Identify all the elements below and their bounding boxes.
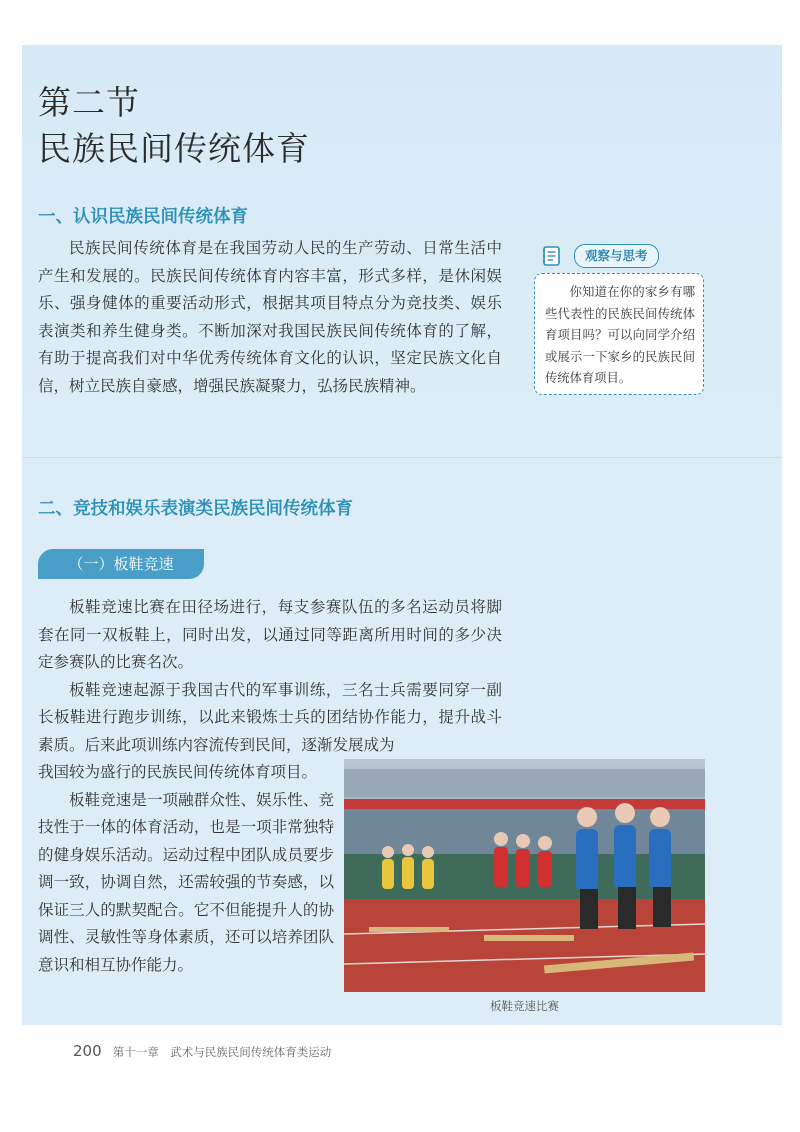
observe-think-sidebar — [534, 243, 704, 395]
page-background — [22, 45, 782, 1025]
section2-body-narrow — [38, 759, 334, 979]
section-divider — [22, 457, 782, 458]
race-photo — [344, 759, 705, 992]
sidebar-text: 你知道在你的家乡有哪些代表性的民族民间传统体育项目吗？可以向同学介绍或展示一下家乡的民族民间传统体育项目。 — [545, 285, 695, 385]
section-heading-2: 二、竞技和娱乐表演类民族民间传统体育 — [38, 499, 353, 519]
sidebar-title: 观察与思考 — [574, 244, 659, 268]
section-heading-1: 一、认识民族民间传统体育 — [38, 207, 248, 227]
chapter-subtitle: 民族民间传统体育 — [38, 129, 310, 168]
photo-caption: 板鞋竞速比赛 — [490, 999, 559, 1013]
section2-paragraph-3: 板鞋竞速是一项融群众性、娱乐性、竞技性于一体的体育活动，也是一项非常独特的健身娱乐活动。运动过程中团队成员要步调一致，协调自然，还需较强的节奏感，以保证三人的默契配合。它不但能提升人的协调性、灵敏性等身体素质，还可以培养团队意识和相互协作能力。 — [38, 790, 334, 974]
subsection-label: （一）板鞋竞速 — [38, 549, 204, 579]
page-number: 200 — [73, 1042, 102, 1060]
section2-paragraph-2b: 我国较为盛行的民族民间传统体育项目。 — [38, 763, 318, 781]
section2-paragraph-2a: 板鞋竞速起源于我国古代的军事训练，三名士兵需要同穿一副长板鞋进行跑步训练，以此来锻炼士兵的团结协作能力，提升战斗素质。后来此项训练内容流传到民间，逐渐发展成为 — [38, 680, 502, 754]
notebook-icon — [542, 245, 562, 267]
page-footer — [73, 1041, 331, 1060]
chapter-title: 第二节 — [38, 83, 140, 122]
section2-body-wide — [38, 594, 502, 759]
sidebar-box — [534, 273, 704, 395]
section1-body — [38, 235, 502, 400]
section1-paragraph: 民族民间传统体育是在我国劳动人民的生产劳动、日常生活中产生和发展的。民族民间传统体育内容丰富，形式多样，是休闲娱乐、强身健体的重要活动形式，根据其项目特点分为竞技类、娱乐表演类和养生健身类。不断加深对我国民族民间传统体育的了解，有助于提高我们对中华优秀传统体育文化的认识，坚定民族文化自信，树立民族自豪感，增强民族凝聚力，弘扬民族精神。 — [38, 239, 502, 395]
footer-chapter-label: 第十一章 武术与民族民间传统体育类运动 — [112, 1045, 332, 1059]
sidebar-header — [534, 243, 704, 269]
section2-paragraph-1: 板鞋竞速比赛在田径场进行，每支参赛队伍的多名运动员将脚套在同一双板鞋上，同时出发，以通过同等距离所用时间的多少决定参赛队的比赛名次。 — [38, 598, 502, 671]
